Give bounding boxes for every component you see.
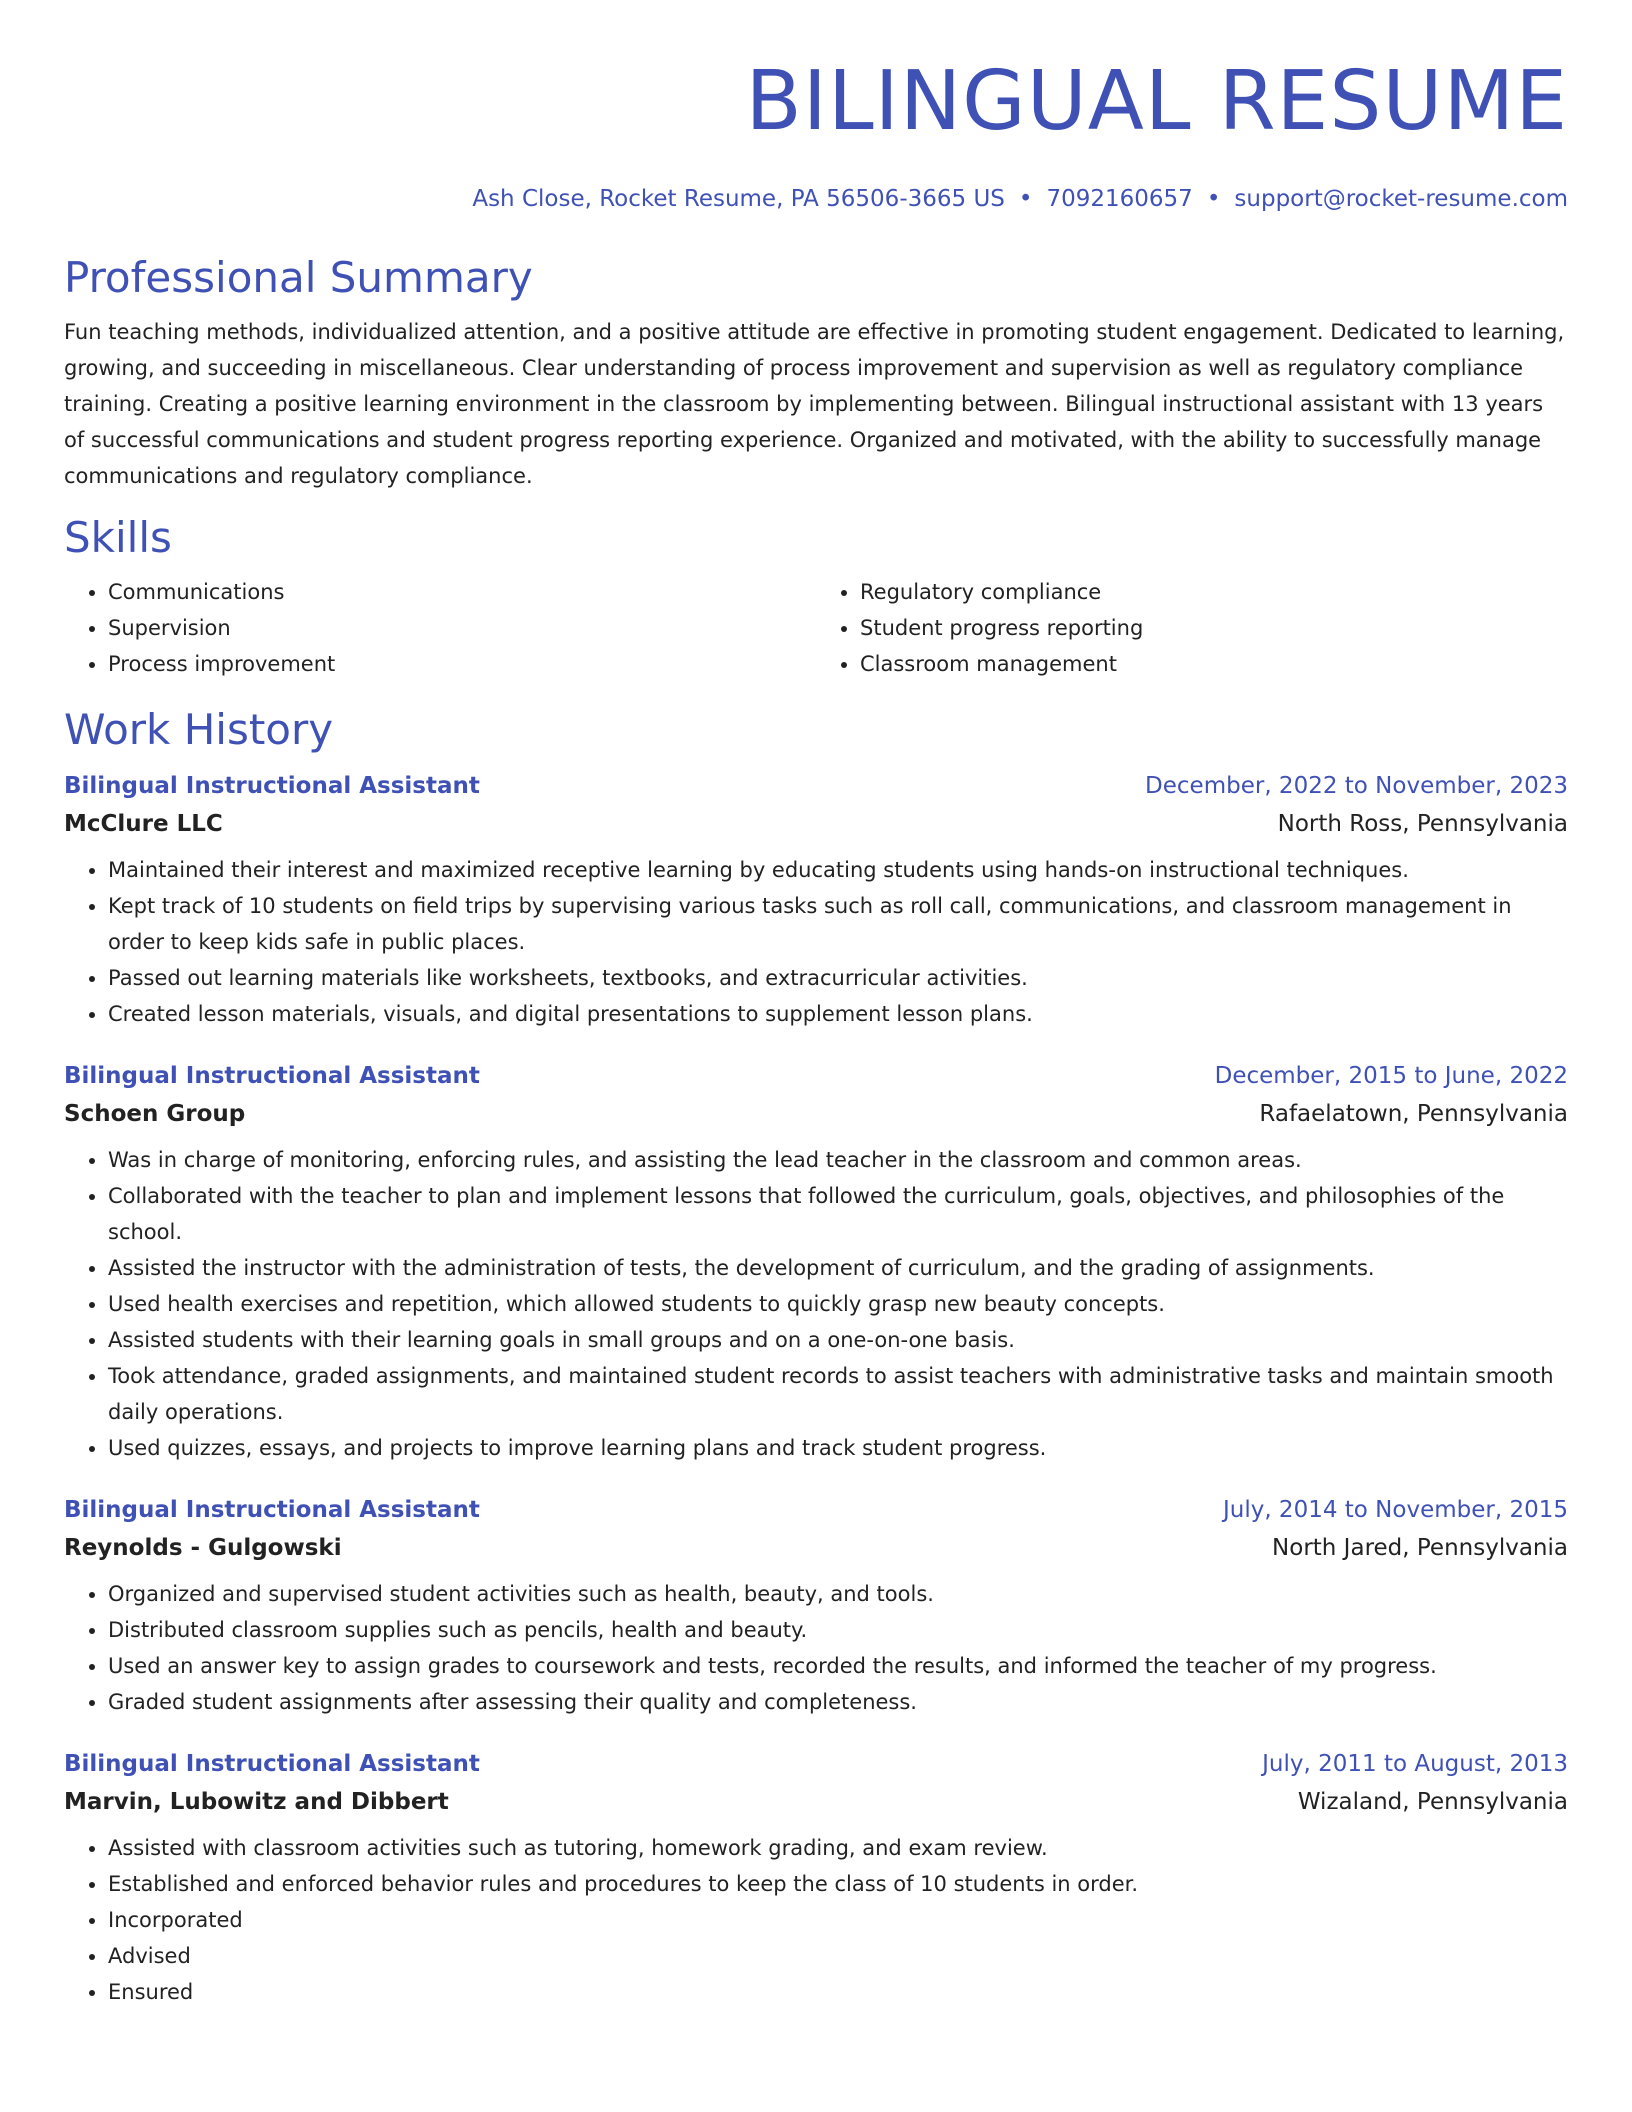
job-bullet: • Distributed classroom supplies such as pencils, health and beauty. [108,1612,1568,1648]
job-company-row [64,1094,1568,1134]
job-header-row [64,1492,1568,1528]
job-title: Bilingual Instructional Assistant [64,1497,480,1523]
job-entry [64,768,1568,1032]
job-bullet: • Kept track of 10 students on field trips by supervising various tasks such as roll call, communications, and classroom management in order to keep kids safe in public places. [108,888,1568,960]
job-entry [64,1746,1568,2010]
job-bullet: • Created lesson materials, visuals, and digital presentations to supplement lesson plans. [108,996,1568,1032]
job-location: North Jared, Pennsylvania [1272,1535,1568,1561]
contact-line [64,184,1568,214]
job-header-row [64,768,1568,804]
company-name: Reynolds - Gulgowski [64,1535,342,1561]
job-entry [64,1492,1568,1720]
job-title: Bilingual Instructional Assistant [64,1063,480,1089]
job-bullet: • Collaborated with the teacher to plan and implement lessons that followed the curriculum, goals, objectives, and philosophies of the school. [108,1178,1568,1250]
work-history-heading: Work History [64,705,334,754]
company-name: Marvin, Lubowitz and Dibbert [64,1789,449,1815]
job-dates: December, 2022 to November, 2023 [1145,773,1568,799]
job-bullets [64,1142,1568,1466]
job-dates: July, 2011 to August, 2013 [1262,1751,1568,1777]
job-bullets [64,1576,1568,1720]
job-bullet: • Organized and supervised student activities such as health, beauty, and tools. [108,1576,1568,1612]
contact-address: Ash Close, Rocket Resume, PA 56506-3665 US [472,186,1005,212]
job-bullet: • Maintained their interest and maximized receptive learning by educating students using hands-on instructional techniques. [108,852,1568,888]
job-company-row [64,804,1568,844]
job-bullet: • Took attendance, graded assignments, and maintained student records to assist teachers with administrative tasks and maintain smooth daily operations. [108,1358,1568,1430]
job-bullet: • Assisted the instructor with the administration of tests, the development of curriculum, and the grading of assignments. [108,1250,1568,1286]
skill-item: • Classroom management [860,646,1568,682]
separator-dot: • [1018,186,1033,212]
job-location: Rafaelatown, Pennsylvania [1259,1101,1568,1127]
job-header-row [64,1746,1568,1782]
summary-text: Fun teaching methods, individualized attention, and a positive attitude are effective in promoting student engagement. Dedicated to learning, growing, and succeeding in miscellaneous. Clear understanding of process improvement and supervision as well as regulatory compliance training. Creating a positive learning environment in the classroom by implementing between. Bilingual instructional assistant with 13 years of successful communications and student progress reporting experience. Organized and motivated, with the ability to successfully manage communications and regulatory compliance. [64,320,1565,488]
skill-item: • Regulatory compliance [860,574,1568,610]
skill-item: • Student progress reporting [860,610,1568,646]
job-bullet: • Incorporated [108,1902,1568,1938]
job-bullet: • Assisted students with their learning goals in small groups and on a one-on-one basis. [108,1322,1568,1358]
company-name: Schoen Group [64,1101,246,1127]
job-title: Bilingual Instructional Assistant [64,1751,480,1777]
job-title: Bilingual Instructional Assistant [64,773,480,799]
contact-email: support@rocket-resume.com [1234,186,1568,212]
job-bullet: • Assisted with classroom activities such as tutoring, homework grading, and exam review. [108,1830,1568,1866]
job-bullet: • Established and enforced behavior rules and procedures to keep the class of 10 students in order. [108,1866,1568,1902]
company-name: McClure LLC [64,811,223,837]
resume-name: BILINGUAL RESUME [745,54,1568,149]
job-bullet: • Advised [108,1938,1568,1974]
skill-item: • Supervision [108,610,816,646]
skills-column-left [64,574,816,682]
job-bullet: • Was in charge of monitoring, enforcing rules, and assisting the lead teacher in the classroom and common areas. [108,1142,1568,1178]
separator-dot: • [1206,186,1221,212]
skills-column-right [816,574,1568,682]
job-location: Wizaland, Pennsylvania [1297,1789,1568,1815]
job-bullet: • Used quizzes, essays, and projects to improve learning plans and track student progress. [108,1430,1568,1466]
job-entry [64,1058,1568,1466]
job-bullet: • Graded student assignments after assessing their quality and completeness. [108,1684,1568,1720]
job-bullets [64,1830,1568,2010]
job-dates: July, 2014 to November, 2015 [1222,1497,1568,1523]
skills-list [64,574,1568,682]
job-bullets [64,852,1568,1032]
job-bullet: • Ensured [108,1974,1568,2010]
summary-heading: Professional Summary [64,253,533,302]
job-bullet: • Used an answer key to assign grades to coursework and tests, recorded the results, and informed the teacher of my progress. [108,1648,1568,1684]
job-bullet: • Used health exercises and repetition, which allowed students to quickly grasp new beauty concepts. [108,1286,1568,1322]
job-bullet: • Passed out learning materials like worksheets, textbooks, and extracurricular activities. [108,960,1568,996]
job-dates: December, 2015 to June, 2022 [1214,1063,1568,1089]
skills-heading: Skills [64,513,172,562]
job-header-row [64,1058,1568,1094]
skill-item: • Process improvement [108,646,816,682]
skill-item: • Communications [108,574,816,610]
contact-phone: 7092160657 [1046,186,1193,212]
job-company-row [64,1782,1568,1822]
job-location: North Ross, Pennsylvania [1277,811,1568,837]
job-company-row [64,1528,1568,1568]
